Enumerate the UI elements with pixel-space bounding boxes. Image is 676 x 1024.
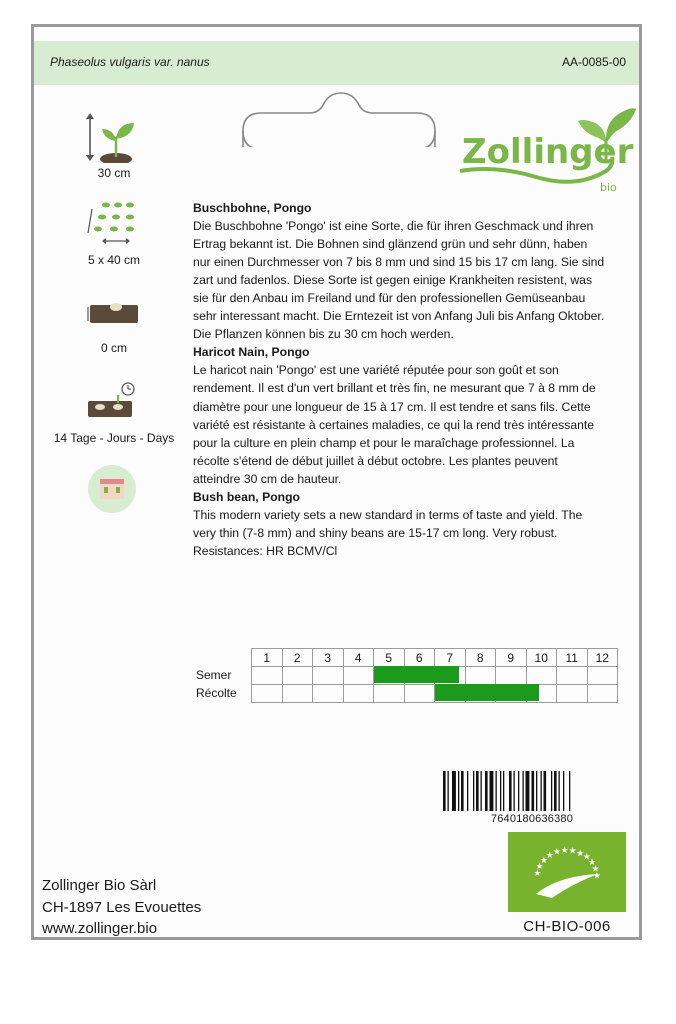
calendar-month-11: 11 xyxy=(557,649,588,667)
company-name: Zollinger Bio Sàrl xyxy=(42,877,157,894)
species-name: Phaseolus vulgaris var. nanus xyxy=(50,55,210,69)
french-title: Haricot Nain, Pongo xyxy=(193,345,310,360)
plant-spacing-icon xyxy=(84,199,140,251)
calendar-cell xyxy=(282,685,313,703)
plant-height-icon xyxy=(84,111,140,163)
french-text: Le haricot nain 'Pongo' est une variété réputée pour son goût et son rendement. Il est d'un vert brillant et très fin, ne mesurant que 7 à 8 mm de diamètre pour une longueur de 15 à 17 cm. Il est tendre et sans fils. Cette variété est résistante à certaines maladies, ce qui la rend très intéressante pour la culture en plein champ et pour le maraîchage professionnel. La récolte s'étend de début juillet à début octobre. Les plantes peuvent atteindre 30 cm de hauteur. xyxy=(193,363,596,486)
harvest-period-bar xyxy=(435,684,539,701)
calendar-month-10: 10 xyxy=(526,649,557,667)
svg-text:★: ★ xyxy=(582,851,591,862)
calendar-month-5: 5 xyxy=(374,649,405,667)
header-bar xyxy=(34,41,639,85)
calendar-cell xyxy=(282,667,313,685)
ean-barcode xyxy=(441,771,623,811)
calendar-cell xyxy=(557,667,588,685)
calendar-cell xyxy=(343,667,374,685)
calendar-cell xyxy=(313,667,344,685)
company-location: CH-1897 Les Evouettes xyxy=(42,898,202,916)
barcode-number: 7640180636380 xyxy=(490,813,574,825)
plant-height-label: 30 cm xyxy=(97,166,131,180)
sowing-depth-label: 0 cm xyxy=(100,341,127,355)
svg-text:★: ★ xyxy=(552,846,561,857)
svg-text:★: ★ xyxy=(539,854,548,865)
svg-text:Zollinger: Zollinger xyxy=(462,132,634,172)
bio-certification-code: CH-BIO-006 xyxy=(523,918,611,935)
zollinger-bio-logo xyxy=(456,99,636,199)
svg-text:bio: bio xyxy=(600,181,617,194)
calendar-row-label-harvest: Récolte xyxy=(196,686,237,700)
calendar-cell xyxy=(465,667,496,685)
calendar-cell xyxy=(252,685,283,703)
resistances: Resistances: HR BCMV/Cl xyxy=(193,543,338,558)
calendar-cell xyxy=(404,685,435,703)
germination-time-label: 14 Tage - Jours - Days xyxy=(53,431,175,445)
calendar-month-1: 1 xyxy=(252,649,283,667)
svg-text:★: ★ xyxy=(592,870,602,881)
eu-organic-logo xyxy=(508,832,626,912)
calendar-cell xyxy=(526,667,557,685)
calendar-cell xyxy=(252,667,283,685)
calendar-cell xyxy=(496,667,527,685)
seed-packet-back xyxy=(31,24,642,940)
calendar-month-12: 12 xyxy=(587,649,618,667)
calendar-month-6: 6 xyxy=(404,649,435,667)
calendar-cell xyxy=(587,685,618,703)
calendar-cell xyxy=(313,685,344,703)
calendar-month-7: 7 xyxy=(435,649,466,667)
calendar-month-row xyxy=(252,649,618,667)
sowing-period-bar xyxy=(374,666,459,683)
svg-text:★: ★ xyxy=(568,845,577,856)
svg-text:★: ★ xyxy=(533,867,542,878)
variety-label-box xyxy=(239,91,439,155)
urban-gardening-badge-icon xyxy=(84,463,140,515)
svg-text:★: ★ xyxy=(535,860,544,871)
english-text: This modern variety sets a new standard in terms of taste and yield. The very thin (7-8 mm) and shiny beans are 15-17 cm long. Very robust. xyxy=(193,507,583,540)
plant-spacing-label: 5 x 40 cm xyxy=(87,253,141,267)
calendar-month-3: 3 xyxy=(313,649,344,667)
calendar-cell xyxy=(343,685,374,703)
svg-text:★: ★ xyxy=(588,857,597,868)
calendar-cell xyxy=(557,685,588,703)
calendar-cell xyxy=(587,667,618,685)
calendar-month-9: 9 xyxy=(496,649,527,667)
sowing-depth-icon xyxy=(84,289,140,341)
calendar-row-label-sowing: Semer xyxy=(196,668,232,682)
calendar-cell xyxy=(374,685,405,703)
german-title: Buschbohne, Pongo xyxy=(193,201,312,215)
calendar-month-8: 8 xyxy=(465,649,496,667)
svg-text:★: ★ xyxy=(591,863,600,874)
company-address xyxy=(42,875,201,940)
svg-text:★: ★ xyxy=(560,845,569,856)
company-website[interactable]: www.zollinger.bio xyxy=(42,920,158,937)
svg-text:★: ★ xyxy=(576,847,585,858)
svg-text:★: ★ xyxy=(545,849,554,860)
calendar-month-2: 2 xyxy=(282,649,313,667)
germination-time-icon xyxy=(84,379,140,431)
article-code: AA-0085-00 xyxy=(561,55,626,69)
english-title: Bush bean, Pongo xyxy=(193,489,300,504)
german-text: Die Buschbohne 'Pongo' ist eine Sorte, die für ihren Geschmack und ihren Ertrag bekannt ist. Die Bohnen sind glänzend grün und sehr dünn, haben nur einen Durchmesser von 7 bis 8 mm und sind 15 bis 17 cm lang. Sie sind zart und fadenlos. Diese Sorte ist gegen einige Krankheiten resistent, was sie für den Anbau im Freiland und für den professionellen Gemüseanbau sehr interessant macht. Die Erntezeit ist von Anfang Juli bis Anfang Oktober. Die Pflanzen können bis zu 30 cm hoch werden. xyxy=(193,219,605,342)
variety-description xyxy=(193,199,605,560)
calendar-month-4: 4 xyxy=(343,649,374,667)
